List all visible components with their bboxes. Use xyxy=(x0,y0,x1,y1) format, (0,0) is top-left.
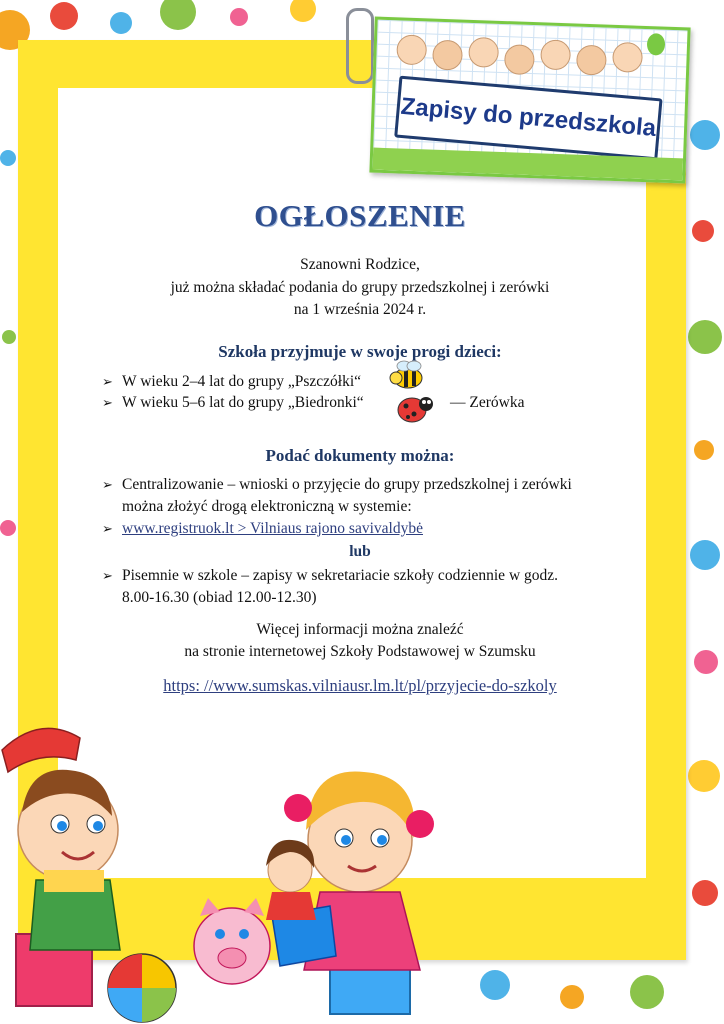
paperclip-icon xyxy=(346,8,374,84)
groups-heading: Szkoła przyjmuje w swoje progi dzieci: xyxy=(218,342,502,361)
bee-icon xyxy=(386,360,426,392)
more-info-line-2: na stronie internetowej Szkoły Podstawowej w Szumsku xyxy=(184,643,536,660)
page-title: OGŁOSZENIE xyxy=(254,198,466,233)
children-illustration xyxy=(0,720,724,1024)
banner-image xyxy=(369,17,690,184)
list-item-text: W wieku 2–4 lat do grupy „Pszczółki“ xyxy=(122,373,362,390)
list-item-electronic-cont: można złożyć drogą elektroniczną w systemie: xyxy=(122,498,412,515)
more-info-line-1: Więcej informacji można znaleźć xyxy=(256,621,464,638)
arrow-bullet-icon: ➢ xyxy=(102,568,113,583)
arrow-bullet-icon: ➢ xyxy=(102,477,113,492)
list-item-group-ladybugs xyxy=(102,394,364,412)
school-url-row xyxy=(60,676,660,696)
list-item-electronic xyxy=(102,476,572,494)
greeting: Szanowni Rodzice, xyxy=(300,256,420,273)
documents-heading: Podać dokumenty można: xyxy=(265,446,455,465)
list-item-group-bees xyxy=(102,373,361,391)
intro-line-2: na 1 września 2024 r. xyxy=(293,301,427,318)
list-item-in-person-cont: 8.00-16.30 (obiad 12.00-12.30) xyxy=(122,589,317,606)
or-label: lub xyxy=(349,543,371,560)
list-item-in-person xyxy=(102,567,558,585)
list-item-text: W wieku 5–6 lat do grupy „Biedronki“ xyxy=(122,394,364,411)
list-item-text: Pisemnie w szkole – zapisy w sekretariacie szkoły codziennie w godz. xyxy=(122,567,559,584)
ladybug-icon xyxy=(392,390,436,426)
list-item-registry-link xyxy=(102,520,423,538)
zerowka-label: — Zerówka xyxy=(450,394,525,411)
arrow-bullet-icon: ➢ xyxy=(102,521,113,536)
list-item-text: Centralizowanie – wnioski o przyjęcie do grupy przedszkolnej i zerówki xyxy=(122,476,572,493)
banner-sign xyxy=(394,76,662,161)
banner-title: Zapisy do przedszkola xyxy=(399,92,658,143)
arrow-bullet-icon: ➢ xyxy=(102,395,113,410)
arrow-bullet-icon: ➢ xyxy=(102,374,113,389)
school-website-link[interactable]: https: //www.sumskas.vilniausr.lm.lt/pl/przyjecie-do-szkoly xyxy=(163,676,557,695)
registry-link[interactable]: www.registruok.lt > Vilniaus rajono savivaldybė xyxy=(122,520,423,537)
intro-line-1: już można składać podania do grupy przedszkolnej i zerówki xyxy=(170,279,550,296)
